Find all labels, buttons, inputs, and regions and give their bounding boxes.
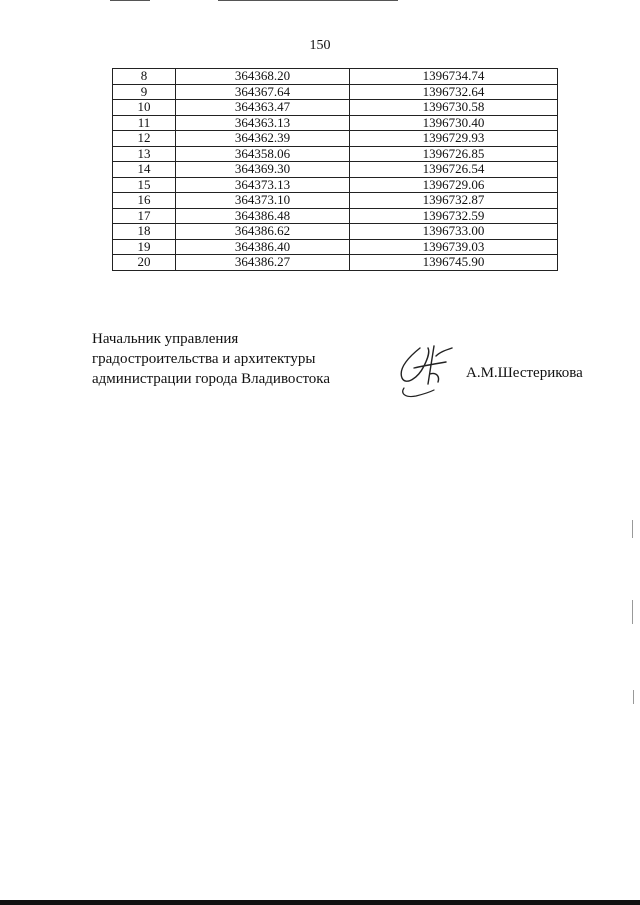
- table-row: [113, 239, 558, 255]
- signatory-title: [92, 329, 330, 389]
- point-number-cell: 19: [113, 239, 176, 255]
- point-number-cell: 15: [113, 177, 176, 193]
- handwritten-signature: [390, 338, 460, 404]
- x-coordinate-cell: 364362.39: [176, 131, 350, 147]
- point-number-cell: 17: [113, 208, 176, 224]
- signatory-title-line: градостроительства и архитектуры: [92, 351, 316, 367]
- bottom-scan-edge: [0, 900, 640, 905]
- table-row: [113, 146, 558, 162]
- table-row: [113, 100, 558, 116]
- table-row: [113, 177, 558, 193]
- y-coordinate-cell: 1396734.74: [350, 69, 558, 85]
- table-row: [113, 131, 558, 147]
- y-coordinate-cell: 1396739.03: [350, 239, 558, 255]
- y-coordinate-cell: 1396729.93: [350, 131, 558, 147]
- x-coordinate-cell: 364358.06: [176, 146, 350, 162]
- point-number-cell: 18: [113, 224, 176, 240]
- point-number-cell: 9: [113, 84, 176, 100]
- y-coordinate-cell: 1396730.58: [350, 100, 558, 116]
- table-row: [113, 84, 558, 100]
- x-coordinate-cell: 364386.27: [176, 255, 350, 271]
- x-coordinate-cell: 364386.40: [176, 239, 350, 255]
- signatory-title-line: Начальник управления: [92, 331, 239, 347]
- page-number: 150: [309, 38, 331, 53]
- table-row: [113, 224, 558, 240]
- point-number-cell: 16: [113, 193, 176, 209]
- x-coordinate-cell: 364369.30: [176, 162, 350, 178]
- y-coordinate-cell: 1396729.06: [350, 177, 558, 193]
- top-scan-rule: [218, 0, 398, 1]
- signatory-name: А.М.Шестерикова: [466, 365, 583, 381]
- table-row: [113, 255, 558, 271]
- scan-artifact: [632, 600, 633, 624]
- x-coordinate-cell: 364368.20: [176, 69, 350, 85]
- y-coordinate-cell: 1396732.87: [350, 193, 558, 209]
- y-coordinate-cell: 1396745.90: [350, 255, 558, 271]
- scan-artifact: [633, 690, 634, 704]
- point-number-cell: 12: [113, 131, 176, 147]
- y-coordinate-cell: 1396733.00: [350, 224, 558, 240]
- x-coordinate-cell: 364363.47: [176, 100, 350, 116]
- scan-artifact: [632, 520, 633, 538]
- x-coordinate-cell: 364386.48: [176, 208, 350, 224]
- table-row: [113, 115, 558, 131]
- point-number-cell: 14: [113, 162, 176, 178]
- y-coordinate-cell: 1396732.59: [350, 208, 558, 224]
- coordinates-table: [112, 68, 558, 271]
- table-row: [113, 193, 558, 209]
- table-row: [113, 208, 558, 224]
- x-coordinate-cell: 364373.13: [176, 177, 350, 193]
- x-coordinate-cell: 364363.13: [176, 115, 350, 131]
- point-number-cell: 20: [113, 255, 176, 271]
- x-coordinate-cell: 364367.64: [176, 84, 350, 100]
- top-scan-rule: [110, 0, 150, 1]
- point-number-cell: 11: [113, 115, 176, 131]
- table-row: [113, 69, 558, 85]
- table-row: [113, 162, 558, 178]
- x-coordinate-cell: 364373.10: [176, 193, 350, 209]
- y-coordinate-cell: 1396726.54: [350, 162, 558, 178]
- point-number-cell: 8: [113, 69, 176, 85]
- y-coordinate-cell: 1396732.64: [350, 84, 558, 100]
- x-coordinate-cell: 364386.62: [176, 224, 350, 240]
- y-coordinate-cell: 1396726.85: [350, 146, 558, 162]
- y-coordinate-cell: 1396730.40: [350, 115, 558, 131]
- signatory-title-line: администрации города Владивостока: [92, 371, 331, 387]
- point-number-cell: 10: [113, 100, 176, 116]
- point-number-cell: 13: [113, 146, 176, 162]
